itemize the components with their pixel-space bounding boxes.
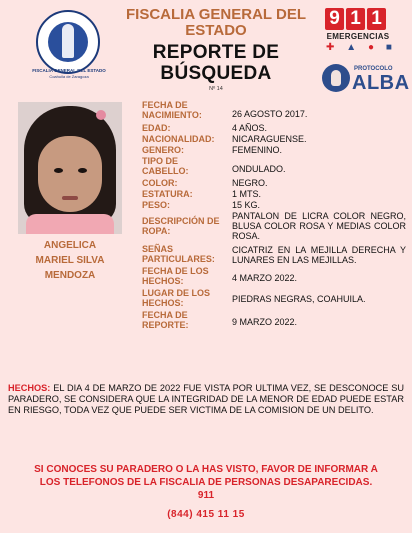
emergency-services-icons xyxy=(326,43,392,53)
report-date-value: 9 MARZO 2022. xyxy=(232,317,298,327)
digit-1a: 1 xyxy=(346,8,365,30)
missing-person-photo xyxy=(18,102,122,234)
events-text: EL DIA 4 DE MARZO DE 2022 FUE VISTA POR ULTIMA VEZ, SE DESCONOCE SU PARADERO, SE CONSIDERA QUE LA INTEGRIDAD DE LA MENOR DE EDAD PUEDE ESTAR EN RIESGO, TODA VEZ QUE PUEDE SER VICTIMA DE LA COMISION DE UN DELITO. xyxy=(8,383,404,415)
color-value: NEGRO. xyxy=(232,178,268,188)
birth-date-label-1: FECHA DE xyxy=(142,100,188,110)
event-date-label-1: FECHA DE LOS xyxy=(142,266,209,276)
person-name-line3: MENDOZA xyxy=(44,270,96,281)
birth-date-value: 26 AGOSTO 2017. xyxy=(232,109,308,119)
weight-label: PESO: xyxy=(142,200,171,210)
hair-type-label-2: CABELLO: xyxy=(142,166,189,176)
age-label: EDAD: xyxy=(142,123,171,133)
emergency-label: EMERGENCIAS xyxy=(326,32,390,41)
seal-name: FISCALIA GENERAL DEL ESTADO xyxy=(32,68,106,73)
height-label: ESTATURA: xyxy=(142,189,193,199)
clothing-value: PANTALON DE LICRA COLOR NEGRO, BLUSA COLOR ROSA Y MEDIAS COLOR ROSA. xyxy=(232,211,406,241)
justice-figure-icon xyxy=(62,24,74,58)
report-number: Nº 14 xyxy=(209,86,223,92)
gender-label: GENERO: xyxy=(142,145,185,155)
birth-date-label-2: NACIMIENTO: xyxy=(142,110,202,120)
event-date-value: 4 MARZO 2022. xyxy=(232,273,298,283)
age-value: 4 AÑOS. xyxy=(232,123,268,133)
page-title-line1: REPORTE DE xyxy=(152,42,280,63)
event-place-value: PIEDRAS NEGRAS, COAHUILA. xyxy=(232,294,366,304)
marks-label-1: SEÑAS xyxy=(142,244,174,254)
person-name-line2: MARIEL SILVA xyxy=(35,255,105,266)
fire-helmet-icon: ● xyxy=(368,42,375,53)
protocol-name: ALBA xyxy=(352,72,410,94)
events-paragraph xyxy=(8,383,404,416)
color-label: COLOR: xyxy=(142,178,178,188)
digit-1b: 1 xyxy=(367,8,386,30)
gender-value: FEMENINO. xyxy=(232,145,283,155)
marks-label-2: PARTICULARES: xyxy=(142,254,215,264)
digit-9: 9 xyxy=(325,8,344,30)
person-name-line1: ANGELICA xyxy=(43,240,97,251)
hair-type-value: ONDULADO. xyxy=(232,164,286,174)
events-label: HECHOS: xyxy=(8,383,51,393)
weight-value: 15 KG. xyxy=(232,200,261,210)
report-date-label-2: REPORTE: xyxy=(142,320,189,330)
event-place-label-2: HECHOS: xyxy=(142,298,184,308)
report-date-label-1: FECHA DE xyxy=(142,310,188,320)
nationality-value: NICARAGUENSE. xyxy=(232,134,307,144)
agency-name-line2: ESTADO xyxy=(185,22,247,39)
medical-cross-icon: ✚ xyxy=(326,42,335,53)
appeal-911: 911 xyxy=(197,490,215,501)
emergency-911-logo xyxy=(325,8,386,30)
clothing-label-1: DESCRIPCIÓN DE xyxy=(142,216,220,226)
appeal-line2: LOS TELEFONOS DE LA FISCALIA DE PERSONAS DESAPARECIDAS. xyxy=(39,477,373,488)
seal-subtitle: Coahuila de Zaragoza xyxy=(49,74,89,79)
police-cap-icon: ▲ xyxy=(346,42,357,53)
page-title-line2: BÚSQUEDA xyxy=(160,63,272,84)
event-place-label-1: LUGAR DE LOS xyxy=(142,288,211,298)
height-value: 1 MTS. xyxy=(232,189,262,199)
fiscalia-seal-logo xyxy=(36,10,100,74)
alba-emblem-icon xyxy=(322,64,350,92)
agency-name-line1: FISCALIA GENERAL DEL xyxy=(125,6,306,23)
civil-protection-icon: ■ xyxy=(385,42,392,53)
appeal-line1: SI CONOCES SU PARADERO O LA HAS VISTO, FAVOR DE INFORMAR A xyxy=(34,464,378,475)
event-date-label-2: HECHOS: xyxy=(142,276,184,286)
nationality-label: NACIONALIDAD: xyxy=(142,134,215,144)
marks-value: CICATRIZ EN LA MEJILLA DERECHA Y LUNARES EN LAS MEJILLAS. xyxy=(232,245,406,265)
contact-phone: (844) 415 11 15 xyxy=(167,509,245,520)
protocol-label: PROTOCOLO xyxy=(354,66,393,72)
hair-type-label-1: TIPO DE xyxy=(142,156,179,166)
clothing-label-2: ROPA: xyxy=(142,226,171,236)
